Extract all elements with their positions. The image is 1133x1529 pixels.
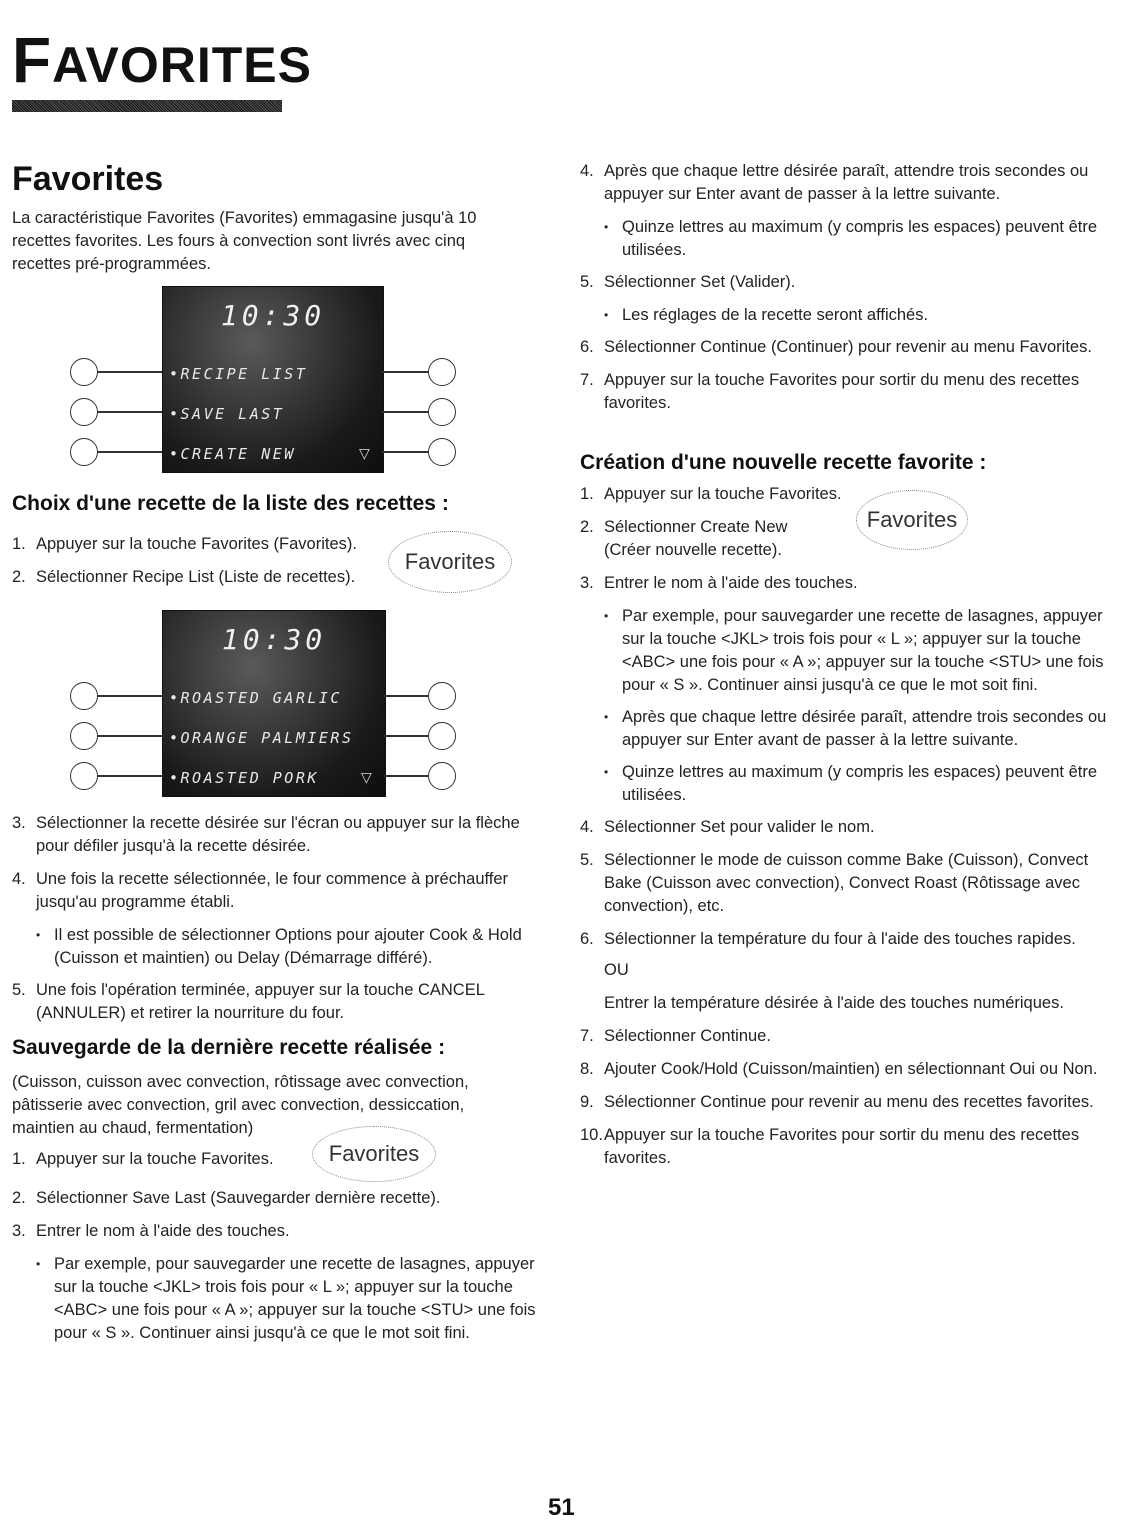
right-softkey-2[interactable] xyxy=(428,722,456,750)
connector-line xyxy=(384,695,428,697)
left-softkey-3[interactable] xyxy=(70,762,98,790)
scroll-down-icon: ▽ xyxy=(359,445,370,461)
bullet-item: • Les réglages de la recette seront affichés. xyxy=(580,304,1115,327)
step-item: 6. Sélectionner Continue (Continuer) pour revenir au menu Favorites. xyxy=(580,338,1092,356)
step-item: 9. Sélectionner Continue pour revenir au menu des recettes favorites. xyxy=(580,1093,1094,1111)
step-alternative: Entrer la température désirée à l'aide des touches numériques. xyxy=(604,994,1064,1012)
step-item: 4. Une fois la recette sélectionnée, le four commence à préchauffer jusqu'au programme établi. xyxy=(12,870,509,911)
section-heading: Favorites xyxy=(12,160,164,198)
step-item: 1. Appuyer sur la touche Favorites. xyxy=(580,485,842,503)
step-item: 8. Ajouter Cook/Hold (Cuisson/maintien) en sélectionnant Oui ou Non. xyxy=(580,1060,1098,1078)
lcd-line: •RECIPE LIST xyxy=(169,365,308,383)
step-item: 3. Sélectionner la recette désirée sur l'écran ou appuyer sur la flèche pour défiler jusqu'à la recette désirée. xyxy=(12,814,520,855)
left-softkey-1[interactable] xyxy=(70,682,98,710)
step-item: 2. Sélectionner Save Last (Sauvegarder dernière recette). xyxy=(12,1189,441,1207)
lcd-line: •SAVE LAST xyxy=(169,405,285,423)
connector-line xyxy=(97,775,162,777)
left-softkey-1[interactable] xyxy=(70,358,98,386)
connector-line xyxy=(382,371,428,373)
section-title: Création d'une nouvelle recette favorite : xyxy=(580,451,987,474)
step-item: 5. Une fois l'opération terminée, appuyer sur la touche CANCEL (ANNULER) et retirer la nourriture du four. xyxy=(12,981,485,1022)
step-item: 2. Sélectionner Create New (Créer nouvelle recette). xyxy=(580,518,788,559)
lcd-line: •ROASTED PORK xyxy=(169,769,319,787)
section-intro: (Cuisson, cuisson avec convection, rôtissage avec convection, pâtisserie avec convection, gril avec convection, dessiccation, maintien au chaud, fermentation) xyxy=(12,1073,469,1137)
connector-line xyxy=(384,735,428,737)
connector-line xyxy=(97,451,162,453)
step-item: 3. Entrer le nom à l'aide des touches. xyxy=(12,1222,290,1240)
left-softkey-3[interactable] xyxy=(70,438,98,466)
lcd-time: 10:30 xyxy=(221,623,327,656)
connector-line xyxy=(97,735,162,737)
step-item: 6. Sélectionner la température du four à l'aide des touches rapides. xyxy=(580,930,1076,948)
or-label: OU xyxy=(604,961,629,979)
bullet-item: • Après que chaque lettre désirée paraît, attendre trois secondes ou appuyer sur Enter avant de passer à la lettre suivante. xyxy=(580,706,1115,752)
connector-line xyxy=(97,411,162,413)
lcd-time: 10:30 xyxy=(220,299,326,332)
right-softkey-3[interactable] xyxy=(428,438,456,466)
right-softkey-2[interactable] xyxy=(428,398,456,426)
left-softkey-2[interactable] xyxy=(70,398,98,426)
bullet-item: • Il est possible de sélectionner Options pour ajouter Cook & Hold (Cuisson et maintien) ou Delay (Démarrage différé). xyxy=(12,924,542,970)
left-softkey-2[interactable] xyxy=(70,722,98,750)
intro-text: La caractéristique Favorites (Favorites) emmagasine jusqu'à 10 recettes favorites. Les fours à convection sont livrés avec cinq recettes pré-programmées. xyxy=(12,209,477,273)
step-item: 5. Sélectionner Set (Valider). xyxy=(580,273,796,291)
step-item: 2. Sélectionner Recipe List (Liste de recettes). xyxy=(12,568,356,586)
scroll-down-icon: ▽ xyxy=(361,769,372,785)
step-item: 3. Entrer le nom à l'aide des touches. xyxy=(580,574,858,592)
steps-list xyxy=(12,533,392,599)
lcd-screen xyxy=(162,286,384,473)
connector-line xyxy=(97,695,162,697)
bullet-item: • Quinze lettres au maximum (y compris les espaces) peuvent être utilisées. xyxy=(580,761,1115,807)
page-number: 51 xyxy=(548,1494,575,1521)
step-item: 5. Sélectionner le mode de cuisson comme Bake (Cuisson), Convect Bake (Cuisson avec convection), Convect Roast (Rôtissage avec convection), etc. xyxy=(580,851,1089,915)
connector-line xyxy=(382,411,428,413)
right-softkey-3[interactable] xyxy=(428,762,456,790)
steps-list xyxy=(580,160,1115,425)
header-underline xyxy=(12,100,282,112)
control-panel-display-2 xyxy=(70,610,470,795)
steps-list xyxy=(12,812,542,1035)
bullet-item: • Quinze lettres au maximum (y compris les espaces) peuvent être utilisées. xyxy=(580,216,1115,262)
step-item: 4. Après que chaque lettre désirée paraît, attendre trois secondes ou appuyer sur Enter avant de passer à la lettre suivante. xyxy=(580,162,1089,203)
favorites-button[interactable]: Favorites xyxy=(856,490,968,550)
connector-line xyxy=(384,775,428,777)
section-title: Sauvegarde de la dernière recette réalisée : xyxy=(12,1036,446,1059)
step-item: 7. Appuyer sur la touche Favorites pour sortir du menu des recettes favorites. xyxy=(580,371,1080,412)
steps-list xyxy=(580,483,1115,1180)
bullet-item: • Par exemple, pour sauvegarder une recette de lasagnes, appuyer sur la touche <JKL> trois fois pour « L »; appuyer sur la touche <ABC> une fois pour « A »; appuyer sur la touche <STU> une fois pour « S ». Continuer ainsi jusqu'à ce que le mot soit fini. xyxy=(12,1253,542,1345)
lcd-line: •ORANGE PALMIERS xyxy=(169,729,354,747)
control-panel-display-1 xyxy=(70,286,470,471)
steps-list xyxy=(12,1148,542,1354)
lcd-line: •ROASTED GARLIC xyxy=(169,689,342,707)
section-title: Choix d'une recette de la liste des recettes : xyxy=(12,492,449,515)
favorites-button[interactable]: Favorites xyxy=(388,531,512,593)
step-item: 1. Appuyer sur la touche Favorites. xyxy=(12,1150,274,1168)
connector-line xyxy=(97,371,162,373)
favorites-button[interactable]: Favorites xyxy=(312,1126,436,1182)
right-softkey-1[interactable] xyxy=(428,682,456,710)
lcd-screen xyxy=(162,610,386,797)
step-item: 1. Appuyer sur la touche Favorites (Favorites). xyxy=(12,535,357,553)
right-softkey-1[interactable] xyxy=(428,358,456,386)
page-header-title: FAVORITES xyxy=(12,24,312,96)
lcd-line: •CREATE NEW xyxy=(169,445,296,463)
step-item: 10. Appuyer sur la touche Favorites pour sortir du menu des recettes favorites. xyxy=(580,1126,1080,1167)
step-item: 4. Sélectionner Set pour valider le nom. xyxy=(580,818,875,836)
connector-line xyxy=(382,451,428,453)
step-item: 7. Sélectionner Continue. xyxy=(580,1027,771,1045)
bullet-item: • Par exemple, pour sauvegarder une recette de lasagnes, appuyer sur la touche <JKL> trois fois pour « L »; appuyer sur la touche <ABC> une fois pour « A »; appuyer sur la touche <STU> une fois pour « S ». Continuer ainsi jusqu'à ce que le mot soit fini. xyxy=(580,605,1115,697)
